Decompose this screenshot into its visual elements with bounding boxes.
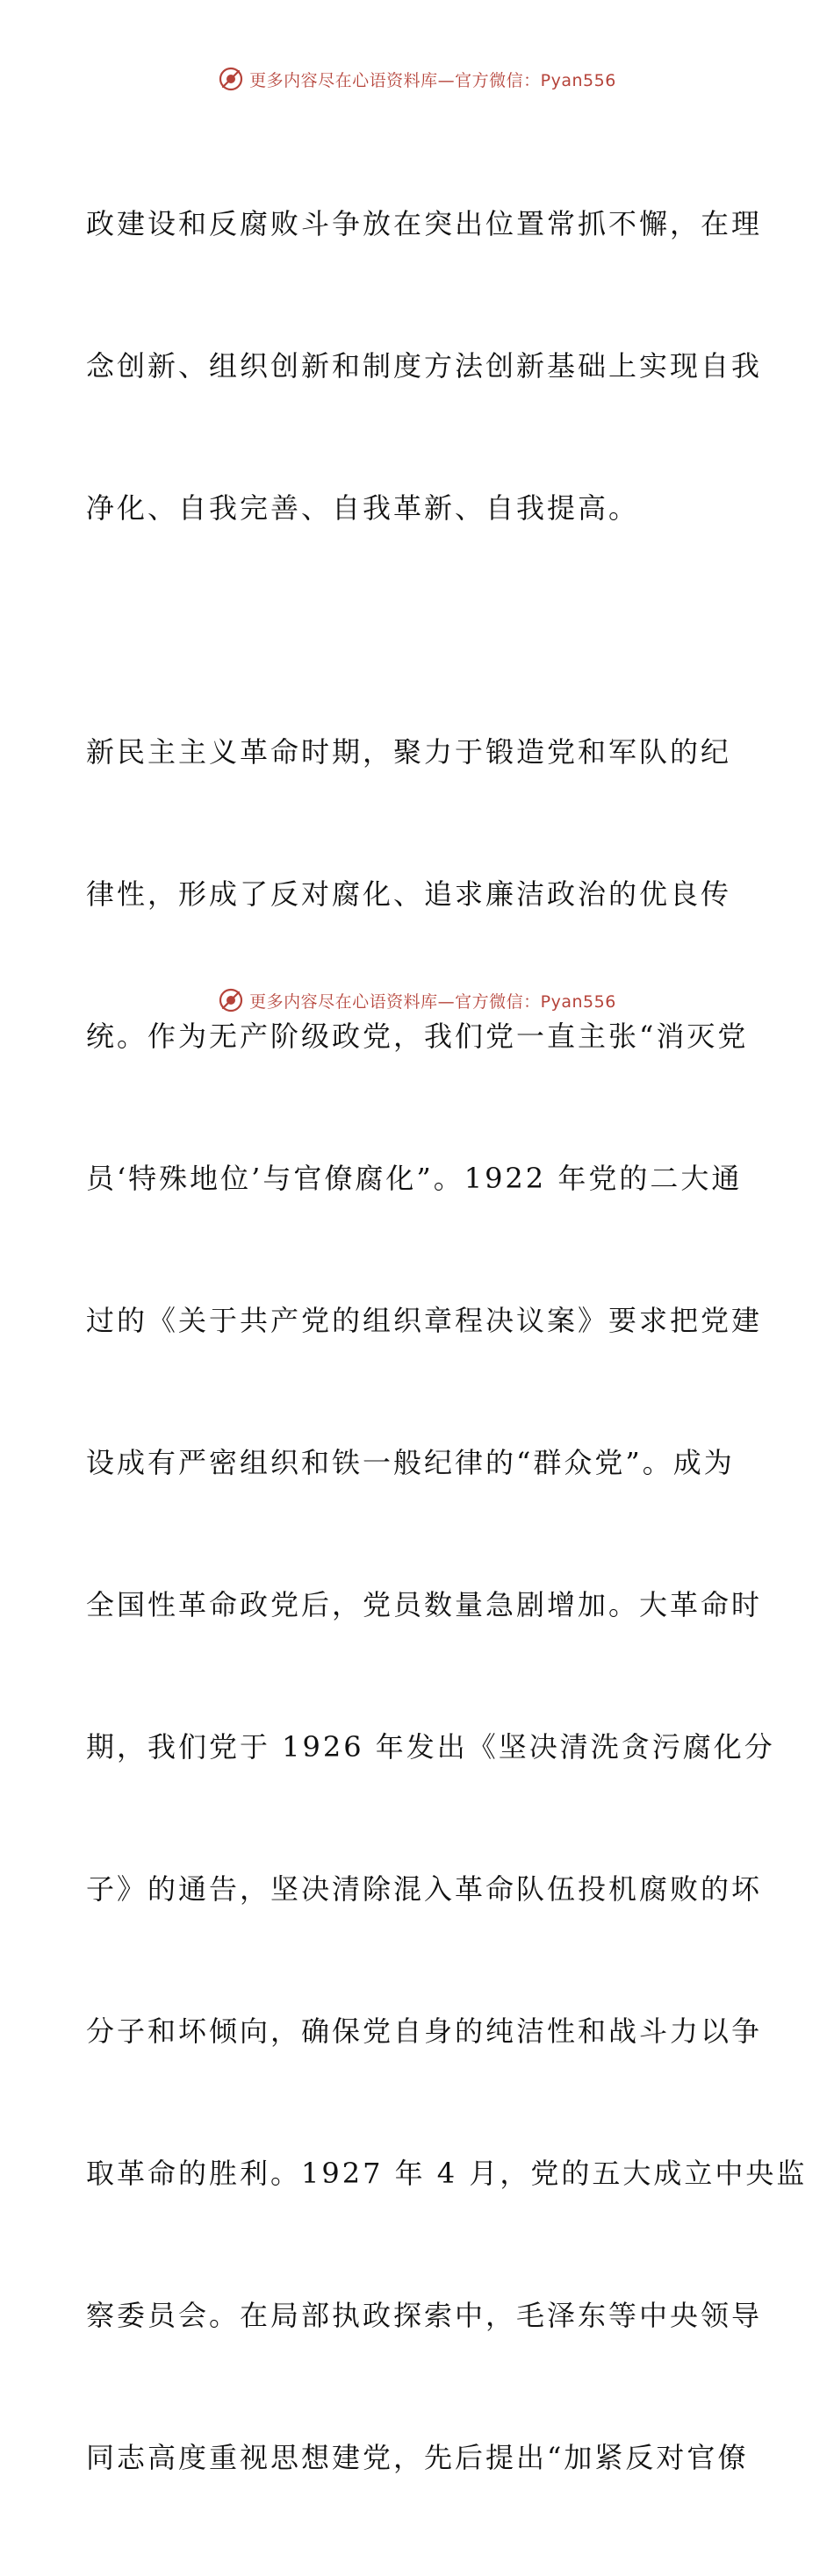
text-line: 子》的通告，坚决清除混入革命队伍投机腐败的坏 [86,1872,763,1906]
text-line: 取革命的胜利。1927 年 4 月，党的五大成立中央监 [86,2157,808,2190]
text-line: 同志高度重视思想建党，先后提出“加紧反对官僚 [86,2441,749,2474]
watermark-banner-bottom [0,983,834,1018]
watermark-text: 更多内容尽在心语资料库—官方微信：Pyan556 [249,991,616,1012]
text-line: 统。作为无产阶级政党，我们党一直主张“消灭党 [86,1020,749,1053]
text-line: 政建设和反腐败斗争放在突出位置常抓不懈，在理 [86,207,763,240]
watermark-banner-top [0,61,834,97]
document-body [86,105,808,2576]
text-line: 净化、自我完善、自我革新、自我提高。 [86,491,640,525]
quill-logo-icon [218,66,244,92]
text-line: 新民主主义革命时期，聚力于锻造党和军队的纪 [86,735,732,769]
text-line: 分子和坏倾向，确保党自身的纯洁性和战斗力以争 [86,2014,763,2048]
text-line: 全国性革命政党后，党员数量急剧增加。大革命时 [86,1588,763,1621]
text-line: 察委员会。在局部执政探索中，毛泽东等中央领导 [86,2299,763,2332]
text-line: 念创新、组织创新和制度方法创新基础上实现自我 [86,349,763,383]
paragraph [86,633,808,2576]
text-line: 设成有严密组织和铁一般纪律的“群众党”。成为 [86,1446,735,1479]
text-line: 律性，形成了反对腐化、追求廉洁政治的优良传 [86,877,732,911]
watermark-text: 更多内容尽在心语资料库—官方微信：Pyan556 [249,70,616,90]
text-line: 过的《关于共产党的组织章程决议案》要求把党建 [86,1304,763,1337]
text-line: 期，我们党于 1926 年发出《坚决清洗贪污腐化分 [86,1730,775,1764]
quill-logo-icon [218,987,244,1013]
text-line: 员‘特殊地位’与官僚腐化”。1922 年党的二大通 [86,1162,743,1195]
paragraph [86,105,763,626]
